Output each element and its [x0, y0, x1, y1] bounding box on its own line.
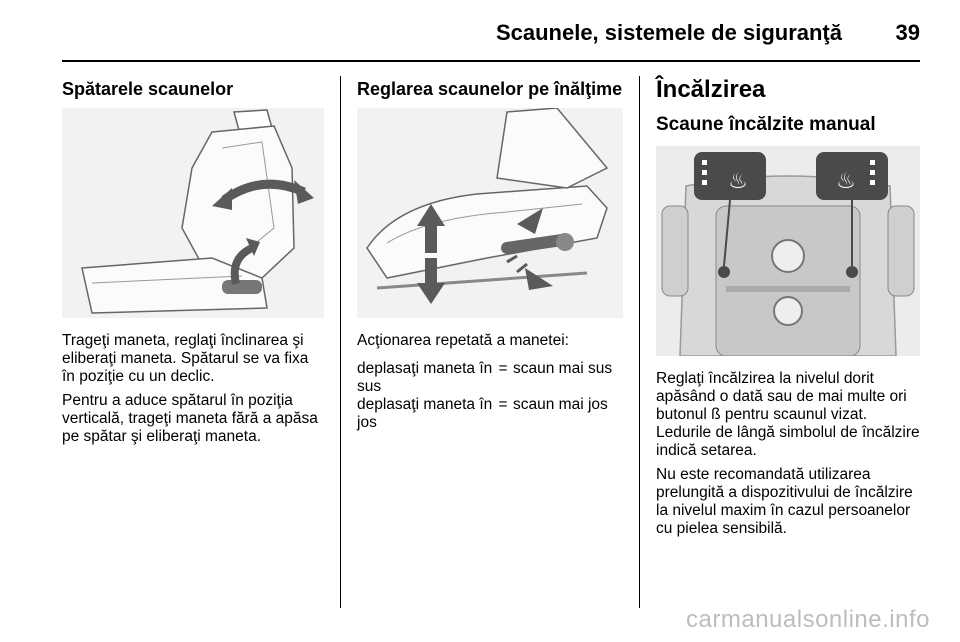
seat-height-illustration [357, 108, 623, 318]
header-divider [62, 60, 920, 62]
page-number: 39 [895, 20, 920, 45]
paragraph-2: Pentru a aduce spătarul în poziţia verticală, trageţi maneta fără a apăsa pe spătar şi eliberaţi maneta. [62, 392, 318, 445]
table-cell-action: deplasaţi maneta în sus [357, 360, 493, 395]
svg-text:♨: ♨ [728, 169, 748, 194]
middle-column [357, 76, 623, 432]
right-column [656, 76, 922, 538]
header-title: Scaunele, sistemele de siguranţă [495, 20, 842, 45]
section-heading-backrest: Spătarele scaunelor [62, 79, 234, 99]
page-header [0, 0, 960, 62]
paragraph-2: Nu este recomandată utilizarea prelungită a dispozitivului de încălzire la nivelul maxim în cazul persoanelor cu pielea sensibilă. [656, 466, 913, 537]
paragraph-1: Reglaţi încălzirea la nivelul dorit apăsând o dată sau de mai multe ori butonul ß pentru scaunul vizat. Ledurile de lângă simbolul de încălzire indică setarea. [656, 370, 920, 459]
section-heading-heating: Încălzirea [656, 76, 766, 103]
heated-seat-controls-illustration [656, 146, 920, 356]
seat-backrest-illustration [62, 108, 324, 318]
svg-text:♨: ♨ [836, 169, 856, 194]
table-row [357, 396, 623, 432]
left-column [62, 76, 324, 446]
paragraph-1: Trageţi maneta, reglaţi înclinarea şi eliberaţi maneta. Spătarul se va fixa în poziţie cu un declic. [62, 332, 309, 385]
table-row [357, 360, 623, 396]
section-heading-height: Reglarea scaunelor pe înălţime [357, 79, 623, 99]
table-cell-result: scaun mai jos [513, 396, 608, 413]
table-cell-sign: = [498, 396, 508, 413]
table-cell-sign: = [498, 360, 508, 377]
intro-text: Acţionarea repetată a manetei: [357, 332, 569, 349]
watermark: carmanualsonline.info [686, 606, 930, 633]
table-cell-action: deplasaţi maneta în jos [357, 396, 493, 431]
subheading-heated-seats: Scaune încălzite manual [656, 114, 876, 135]
table-cell-result: scaun mai sus [513, 360, 613, 377]
column-divider-1 [340, 76, 341, 608]
column-divider-2 [639, 76, 640, 608]
height-options-table [357, 360, 623, 432]
